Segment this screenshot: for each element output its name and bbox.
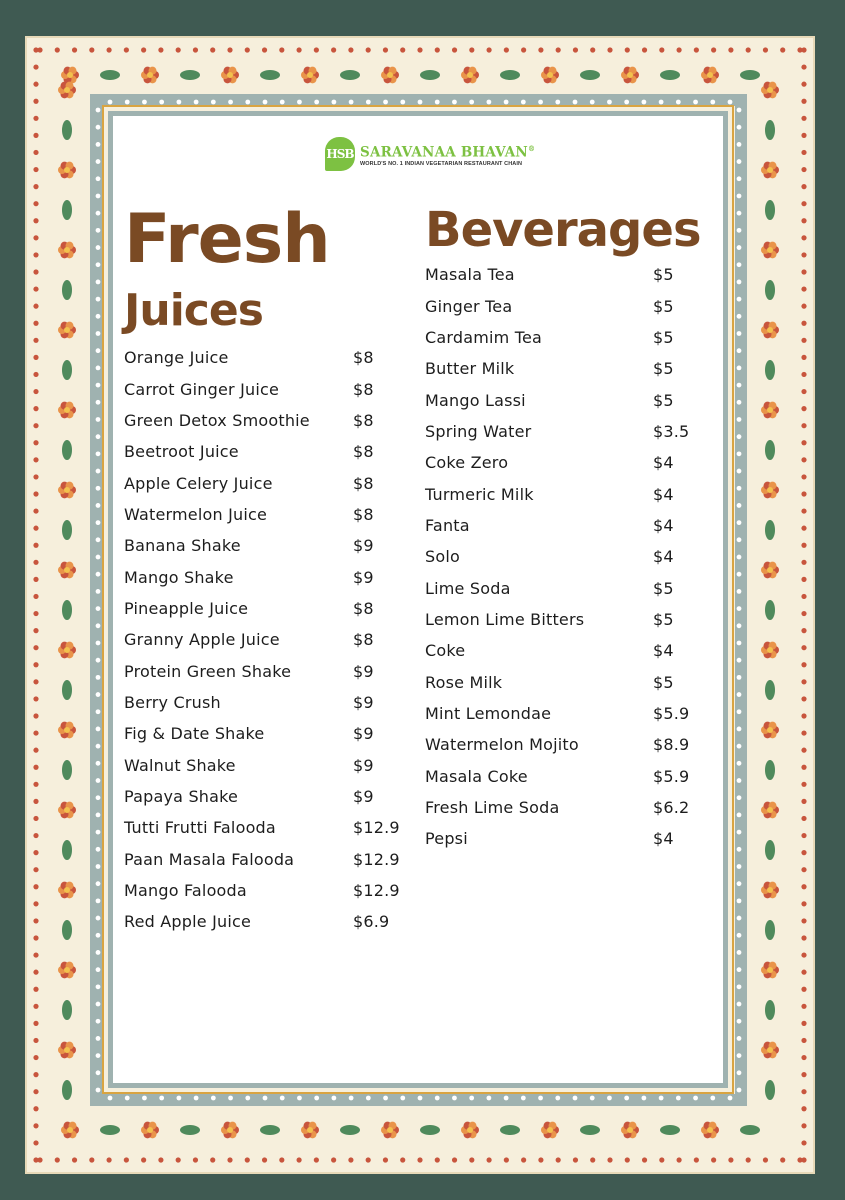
menu-item-price: $9 — [353, 536, 374, 556]
menu-item-name: Granny Apple Juice — [124, 630, 280, 650]
menu-item-price: $8 — [353, 410, 374, 430]
menu-item-price: $5 — [653, 390, 674, 410]
menu-item-name: Fanta — [425, 515, 470, 535]
menu-item — [425, 604, 695, 635]
menu-item — [124, 561, 399, 592]
menu-item — [425, 572, 695, 603]
menu-item — [124, 436, 399, 467]
menu-item-price: $4 — [653, 829, 674, 849]
menu-item — [124, 405, 399, 436]
menu-item — [124, 467, 399, 498]
menu-item-name: Mango Lassi — [425, 390, 526, 410]
logo-name: SARAVANAA BHAVAN® — [360, 144, 536, 161]
menu-item-name: Butter Milk — [425, 359, 515, 379]
menu-item-name: Walnut Shake — [124, 755, 236, 775]
menu-item — [425, 322, 695, 353]
menu-item-price: $9 — [353, 724, 374, 744]
fresh-juices-list — [124, 342, 399, 938]
beverages-list — [425, 259, 695, 855]
menu-item-name: Papaya Shake — [124, 786, 239, 806]
menu-item — [425, 478, 695, 509]
menu-item-name: Watermelon Mojito — [425, 735, 579, 755]
menu-item-price: $12.9 — [353, 849, 400, 869]
logo-tagline: WORLD'S NO. 1 INDIAN VEGETARIAN RESTAURANT CHAIN — [360, 160, 523, 167]
menu-item-name: Fig & Date Shake — [124, 724, 265, 744]
menu-item-name: Fresh Lime Soda — [425, 798, 560, 818]
restaurant-logo — [325, 136, 535, 172]
menu-item-price: $3.5 — [653, 421, 690, 441]
menu-item-price: $6.2 — [653, 798, 690, 818]
menu-item-price: $4 — [653, 547, 674, 567]
menu-item-price: $4 — [653, 484, 674, 504]
menu-item — [425, 666, 695, 697]
menu-item — [124, 906, 399, 937]
menu-item-name: Masala Coke — [425, 766, 528, 786]
menu-item-name: Lime Soda — [425, 578, 511, 598]
menu-item-price: $5.9 — [653, 703, 690, 723]
menu-item — [425, 729, 695, 760]
logo-mark-icon: HSB — [325, 137, 355, 171]
menu-item — [425, 698, 695, 729]
menu-item-price: $8 — [353, 379, 374, 399]
menu-item-price: $8 — [353, 598, 374, 618]
menu-item-name: Tutti Frutti Falooda — [124, 818, 276, 838]
menu-item-price: $5 — [653, 327, 674, 347]
menu-item-price: $9 — [353, 755, 374, 775]
menu-item-price: $8 — [353, 473, 374, 493]
menu-item-price: $5 — [653, 609, 674, 629]
menu-item — [124, 373, 399, 404]
menu-item-price: $9 — [353, 567, 374, 587]
menu-item — [124, 342, 399, 373]
menu-item-price: $9 — [353, 786, 374, 806]
menu-item-name: Turmeric Milk — [425, 484, 534, 504]
menu-item — [425, 635, 695, 666]
menu-item-price: $8 — [353, 630, 374, 650]
menu-item — [124, 530, 399, 561]
menu-item-name: Masala Tea — [425, 265, 515, 285]
menu-item-name: Solo — [425, 547, 460, 567]
menu-item-price: $9 — [353, 661, 374, 681]
menu-item — [425, 384, 695, 415]
menu-item — [124, 844, 399, 875]
menu-item-name: Rose Milk — [425, 672, 503, 692]
menu-item — [425, 823, 695, 854]
menu-item — [124, 781, 399, 812]
menu-item-name: Green Detox Smoothie — [124, 410, 310, 430]
menu-item-name: Cardamim Tea — [425, 327, 543, 347]
menu-item-name: Berry Crush — [124, 692, 221, 712]
menu-item-name: Ginger Tea — [425, 296, 513, 316]
menu-item-price: $5 — [653, 296, 674, 316]
menu-item — [124, 875, 399, 906]
menu-item-price: $4 — [653, 515, 674, 535]
menu-item — [425, 510, 695, 541]
menu-item-price: $5 — [653, 672, 674, 692]
menu-item — [425, 416, 695, 447]
menu-item-name: Coke Zero — [425, 453, 509, 473]
menu-item — [124, 812, 399, 843]
menu-item-price: $12.9 — [353, 881, 400, 901]
menu-item-name: Paan Masala Falooda — [124, 849, 295, 869]
menu-item-price: $8 — [353, 504, 374, 524]
menu-item-name: Banana Shake — [124, 536, 241, 556]
menu-item-name: Protein Green Shake — [124, 661, 292, 681]
menu-item — [425, 447, 695, 478]
menu-item-price: $5.9 — [653, 766, 690, 786]
menu-item-price: $6.9 — [353, 912, 390, 932]
menu-item — [425, 353, 695, 384]
menu-item — [425, 290, 695, 321]
beverages-title: Beverages — [425, 202, 701, 258]
menu-item-price: $5 — [653, 578, 674, 598]
menu-item-price: $4 — [653, 641, 674, 661]
menu-item-name: Orange Juice — [124, 348, 229, 368]
menu-item — [124, 655, 399, 686]
menu-item-name: Apple Celery Juice — [124, 473, 273, 493]
menu-item — [124, 718, 399, 749]
menu-item — [124, 624, 399, 655]
menu-item-name: Mango Falooda — [124, 881, 247, 901]
menu-item — [124, 499, 399, 530]
menu-item-price: $5 — [653, 359, 674, 379]
fresh-juices-title-line2: Juices — [124, 285, 263, 336]
menu-item-name: Carrot Ginger Juice — [124, 379, 280, 399]
menu-item-price: $4 — [653, 453, 674, 473]
menu-item — [124, 593, 399, 624]
menu-item-price: $8.9 — [653, 735, 690, 755]
menu-item-name: Pineapple Juice — [124, 598, 249, 618]
menu-item-name: Lemon Lime Bitters — [425, 609, 585, 629]
menu-item — [124, 687, 399, 718]
menu-item-price: $12.9 — [353, 818, 400, 838]
menu-item-name: Beetroot Juice — [124, 442, 239, 462]
logo-text — [360, 141, 535, 167]
menu-item — [425, 259, 695, 290]
menu-item-name: Coke — [425, 641, 466, 661]
menu-item-name: Mango Shake — [124, 567, 234, 587]
menu-item-name: Pepsi — [425, 829, 468, 849]
menu-item-name: Spring Water — [425, 421, 532, 441]
menu-item — [124, 749, 399, 780]
menu-item-price: $8 — [353, 348, 374, 368]
registered-mark: ® — [527, 144, 536, 154]
menu-item-price: $5 — [653, 265, 674, 285]
menu-item-name: Watermelon Juice — [124, 504, 268, 524]
menu-item — [425, 761, 695, 792]
menu-item — [425, 792, 695, 823]
menu-item-price: $8 — [353, 442, 374, 462]
fresh-juices-title-line1: Fresh — [124, 200, 330, 279]
menu-item-name: Red Apple Juice — [124, 912, 252, 932]
menu-item — [425, 541, 695, 572]
menu-item-price: $9 — [353, 692, 374, 712]
menu-item-name: Mint Lemondae — [425, 703, 552, 723]
